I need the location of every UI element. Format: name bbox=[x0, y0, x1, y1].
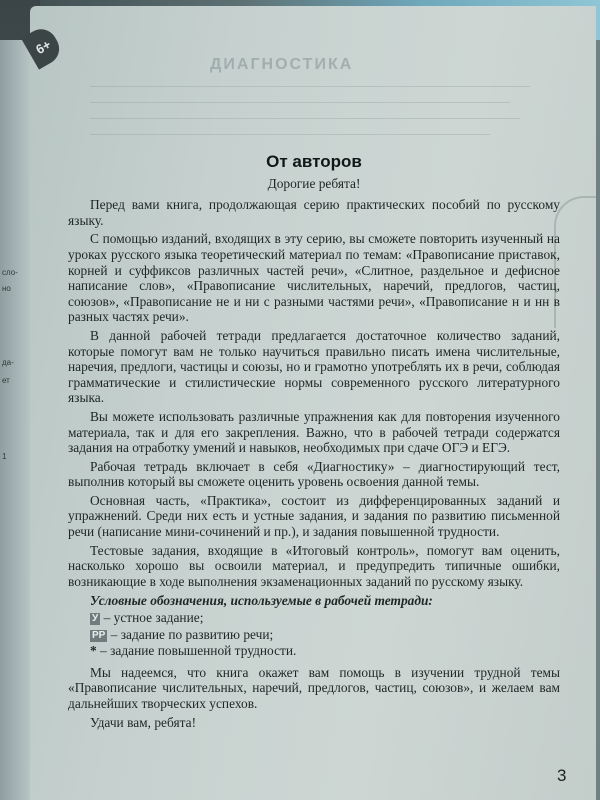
closing-paragraph: Мы надеемся, что книга окажет вам помощь в изучении трудной темы «Правописание числительных, наречий, предлогов, частиц, союзов», и желаем вам дальнейших творческих успехов. bbox=[68, 664, 560, 711]
legend-item-text: – задание повышенной трудности. bbox=[96, 643, 297, 659]
legend-item-text: – устное задание; bbox=[100, 610, 204, 626]
paragraph: Тестовые задания, входящие в «Итоговый контроль», помогут вам оценить, насколько хорошо вы освоили материал, и предупредить типичные ошибки, возникающие в ходе выполнения экзаменационных заданий по русскому языку. bbox=[68, 542, 560, 589]
left-page-fragment: ет bbox=[2, 376, 10, 385]
section-tab: 6+ bbox=[21, 23, 65, 69]
book-page bbox=[30, 6, 596, 800]
paragraph: В данной рабочей тетради предлагается достаточное количество заданий, которые помогут вам не только научиться правильно писать имена числительные, наречия, предлоги, частицы и союзы, но и грамотно употреблять их в речи, соблюдая грамматические и стилистические нормы современного русского литературного языка. bbox=[68, 327, 560, 406]
star-icon: * bbox=[90, 643, 97, 659]
paragraph: Рабочая тетрадь включает в себя «Диагностику» – диагностирующий тест, выполнив который вы сможете оценить уровень освоения данной темы. bbox=[68, 458, 560, 490]
show-through-line bbox=[90, 134, 490, 135]
show-through-line bbox=[90, 86, 530, 87]
left-page-fragment: да- bbox=[2, 358, 14, 367]
left-page-fragment: но bbox=[2, 284, 11, 293]
authors-foreword bbox=[68, 154, 560, 733]
legend-title: Условные обозначения, используемые в рабочей тетради: bbox=[90, 593, 433, 609]
legend-item-text: – задание по развитию речи; bbox=[107, 626, 274, 642]
oral-task-icon: У bbox=[92, 613, 99, 625]
closing-paragraph: Удачи вам, ребята! bbox=[90, 714, 197, 730]
decorative-arch bbox=[554, 196, 596, 328]
page-number: 3 bbox=[557, 766, 567, 785]
left-page-fragment: сло- bbox=[2, 268, 18, 277]
paragraph: Основная часть, «Практика», состоит из дифференцированных заданий и упражнений. Среди них есть и устные задания, и задания по развитию письменной речи (написание мини-сочинений и пр.), и задания повышенной трудности. bbox=[68, 492, 560, 540]
show-through-line bbox=[90, 118, 520, 119]
paragraph: Вы можете использовать различные упражнения как для повторения изученного материала, так и для его закрепления. Важно, что в рабочей тетради содержатся задания на отработку умений и навыков, необходимых при сдаче ОГЭ и ЕГЭ. bbox=[68, 408, 560, 456]
show-through-header: ДИАГНОСТИКА bbox=[210, 56, 354, 73]
legend-item-oral bbox=[68, 610, 560, 626]
paragraph: С помощью изданий, входящих в эту серию, вы сможете повторить изученный на уроках русского языка теоретический материал по темам: «Правописание приставок, корней и суффиксов различных частей речи», «Слитное, раздельное и дефисное написание слов», «Правописание числительных, наречий, предлогов, частиц, союзов», «Правописание не и ни с разными частями речи», «Правописание н и нн в разных частях речи». bbox=[68, 231, 560, 325]
show-through-line bbox=[90, 102, 510, 103]
paragraph: Перед вами книга, продолжающая серию практических пособий по русскому языку. bbox=[68, 197, 560, 228]
legend-item-speech bbox=[68, 627, 560, 643]
legend-item-difficulty bbox=[68, 643, 560, 659]
neighbouring-page-edge bbox=[0, 40, 30, 800]
left-page-fragment: 1 bbox=[2, 452, 7, 461]
greeting: Дорогие ребята! bbox=[267, 175, 361, 191]
speech-development-icon: РР bbox=[92, 629, 106, 641]
section-title: От авторов bbox=[266, 152, 362, 171]
